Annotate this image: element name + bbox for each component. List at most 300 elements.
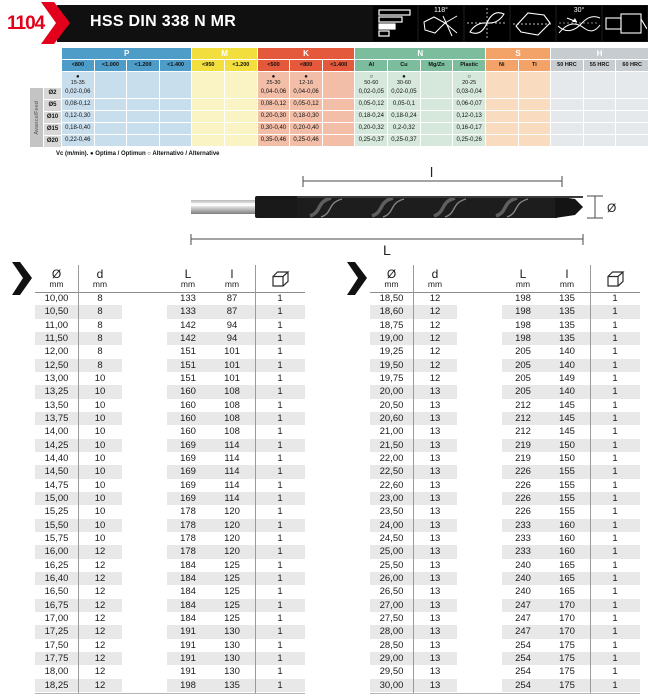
size-cell: 13 (413, 652, 457, 665)
row-spacer (12, 532, 35, 545)
feed-axis-label: Avance/Feed (30, 88, 43, 147)
material-group-label: P (62, 48, 191, 59)
size-cell: 240 (515, 586, 531, 598)
feed-cell (519, 87, 551, 98)
col-header-total-length: L mm (180, 267, 196, 289)
size-cell: 1 (612, 479, 618, 491)
feed-cell (421, 99, 453, 110)
size-row (12, 559, 312, 572)
size-row (347, 679, 647, 692)
feed-cell: 0,03-0,04 (453, 87, 485, 98)
feed-cell: 0,18-0,24 (355, 111, 387, 122)
feed-cell: 0,16-0,17 (453, 123, 485, 134)
feed-cell: 0,25-0,46 (290, 135, 322, 146)
size-cell: 17,75 (35, 652, 78, 665)
feed-row (62, 111, 648, 122)
feed-cell (584, 135, 616, 146)
row-spacer (457, 292, 502, 305)
size-row (12, 479, 312, 492)
feed-cell: 0,12-0,13 (453, 111, 485, 122)
feed-cell: 0,05-0,1 (388, 99, 420, 110)
size-row (347, 452, 647, 465)
size-cell: 130 (224, 666, 240, 678)
size-cell: 130 (224, 639, 240, 651)
size-cell: 233 (502, 519, 544, 532)
size-cell: 1 (590, 412, 640, 425)
size-cell: 1 (277, 506, 283, 518)
row-spacer (12, 479, 35, 492)
size-row (347, 532, 647, 545)
size-cell: 1 (255, 545, 305, 558)
size-cell: 108 (209, 385, 255, 398)
row-spacer (347, 345, 370, 358)
material-subcolumn-label: <1.000 (95, 60, 127, 71)
size-cell: 13 (413, 439, 457, 452)
row-spacer (347, 519, 370, 532)
size-cell: 1 (612, 372, 618, 384)
size-cell: 18,25 (35, 679, 78, 692)
feed-cell (160, 135, 192, 146)
row-spacer (122, 385, 167, 398)
feed-cell: 0,04-0,06 (258, 87, 290, 98)
size-cell: 1 (255, 599, 305, 612)
size-row (347, 372, 647, 385)
size-cell: 226 (502, 465, 544, 478)
row-spacer (122, 399, 167, 412)
vc-cell (519, 72, 551, 87)
vc-cell (388, 72, 420, 87)
row-spacer (12, 439, 35, 452)
size-cell: 10,00 (44, 293, 69, 304)
size-cell: 12 (78, 652, 122, 665)
size-cell: 8 (78, 359, 122, 372)
row-spacer (457, 585, 502, 598)
size-cell: 1 (590, 545, 640, 558)
feed-cell: 0,35-0,46 (258, 135, 290, 146)
size-cell: 101 (224, 346, 240, 358)
row-spacer (12, 639, 35, 652)
size-row (347, 292, 647, 305)
material-subcolumn-label: <1.400 (323, 60, 355, 71)
row-spacer (122, 305, 167, 318)
col-header-shank: d mm (427, 267, 443, 289)
size-cell: 160 (180, 399, 196, 411)
size-cell: 219 (515, 452, 531, 464)
package-box-icon (255, 262, 305, 295)
size-cell: 1 (255, 492, 305, 505)
size-cell: 10 (78, 492, 122, 505)
size-cell: 1 (277, 586, 283, 598)
feed-cell (486, 99, 518, 110)
col-header-total-length: L mm (515, 267, 531, 289)
feed-cell (160, 99, 192, 110)
point-angle-icon: 118° (419, 6, 463, 41)
vc-cell (160, 72, 192, 87)
size-row (12, 292, 312, 305)
size-cell: 12 (78, 599, 122, 612)
size-cell: 16,25 (44, 559, 69, 571)
size-cell: 108 (224, 399, 240, 411)
size-cell: 1 (612, 506, 618, 518)
vc-cell (453, 72, 485, 87)
feed-cell (421, 111, 453, 122)
size-cell: 10 (78, 412, 122, 425)
size-cell: 1 (590, 465, 640, 478)
size-cell: 125 (224, 559, 240, 571)
size-cell: 101 (209, 359, 255, 372)
size-row (12, 345, 312, 358)
feed-cell (519, 135, 551, 146)
size-cell: 26,50 (379, 586, 404, 598)
row-spacer (457, 679, 502, 692)
red-chevron-icon (41, 2, 73, 44)
row-spacer (122, 425, 167, 438)
row-spacer (12, 412, 35, 425)
row-spacer (457, 332, 502, 345)
vc-cell (486, 72, 518, 87)
row-spacer (122, 612, 167, 625)
size-cell: 191 (180, 666, 196, 678)
size-cell: 10 (94, 506, 106, 518)
size-table-right (347, 262, 647, 694)
table-bottom-line (35, 693, 305, 694)
size-row (347, 559, 647, 572)
feed-cell (616, 99, 648, 110)
vc-cell (421, 72, 453, 87)
size-cell: 16,40 (35, 572, 78, 585)
size-cell: 10 (78, 519, 122, 532)
size-cell: 1 (255, 519, 305, 532)
diameter-row-label: Ø5 (44, 100, 61, 111)
size-cell: 160 (180, 426, 196, 438)
vc-range: 25-30 (266, 79, 281, 86)
section-chevron-icon (347, 262, 370, 295)
size-cell: 1 (612, 293, 618, 304)
size-cell: 20,50 (379, 399, 404, 411)
size-cell: 13,00 (44, 372, 69, 384)
feed-cell: 0,20-0,32 (355, 123, 387, 134)
size-cell: 247 (502, 625, 544, 638)
feed-cell (421, 87, 453, 98)
row-spacer (457, 425, 502, 438)
feed-cell (95, 123, 127, 134)
row-spacer (347, 372, 370, 385)
row-spacer (122, 345, 167, 358)
feed-row (62, 135, 648, 146)
size-row (12, 412, 312, 425)
feed-cell (192, 135, 224, 146)
size-cell: 170 (559, 612, 575, 624)
row-spacer (457, 385, 502, 398)
size-cell: 12 (429, 293, 441, 304)
row-spacer (122, 359, 167, 372)
vc-cell (192, 72, 224, 87)
size-cell: 12 (94, 639, 106, 651)
size-cell: 13 (413, 599, 457, 612)
size-row (347, 412, 647, 425)
section-chevron-icon (12, 262, 35, 295)
size-cell: 8 (97, 293, 103, 304)
size-cell: 13 (429, 612, 441, 624)
size-cell: 133 (167, 305, 209, 318)
col-header-flute-length: l mm (224, 267, 240, 289)
size-cell: 198 (515, 293, 531, 304)
size-cell: 17,50 (44, 639, 69, 651)
feed-cell (192, 123, 224, 134)
feed-cell: 0,08-0,12 (62, 99, 94, 110)
size-cell: 205 (515, 372, 531, 384)
size-cell: 184 (180, 612, 196, 624)
size-cell: 125 (224, 586, 240, 598)
size-cell: 10 (78, 465, 122, 478)
size-cell: 233 (502, 545, 544, 558)
size-cell: 175 (559, 639, 575, 651)
row-spacer (12, 612, 35, 625)
size-cell: 1 (612, 666, 618, 678)
size-cell: 191 (167, 625, 209, 638)
feed-cell (486, 87, 518, 98)
size-cell: 20,00 (370, 385, 413, 398)
material-subcolumn-label: <950 (192, 60, 224, 71)
size-cell: 28,50 (379, 639, 404, 651)
optimal-dot-icon: ● (402, 73, 406, 80)
row-spacer (347, 652, 370, 665)
size-cell: 13 (429, 399, 441, 411)
size-cell: 114 (224, 452, 240, 464)
feed-cell: 0,30-0,40 (258, 123, 290, 134)
diameter-row-label: Ø20 (44, 136, 61, 147)
size-cell: 18,75 (379, 319, 404, 331)
feed-cell: 0,06-0,07 (453, 99, 485, 110)
size-row (12, 585, 312, 598)
row-spacer (457, 305, 502, 318)
size-cell: 1 (255, 572, 305, 585)
row-spacer (347, 479, 370, 492)
size-row (347, 652, 647, 665)
row-spacer (347, 305, 370, 318)
size-cell: 254 (502, 652, 544, 665)
size-row (12, 599, 312, 612)
row-spacer (12, 292, 35, 305)
size-row (12, 332, 312, 345)
feed-cell (225, 123, 257, 134)
size-cell: 12 (94, 666, 106, 678)
size-cell: 10 (78, 385, 122, 398)
size-cell: 1 (255, 465, 305, 478)
size-row (347, 465, 647, 478)
size-rows (347, 292, 647, 692)
size-cell: 160 (167, 412, 209, 425)
row-spacer (347, 465, 370, 478)
size-cell: 12,00 (44, 346, 69, 358)
feed-cell: 0,25-0,26 (453, 135, 485, 146)
size-cell: 13 (429, 532, 441, 544)
size-cell: 178 (180, 506, 196, 518)
size-cell: 14,00 (44, 426, 69, 438)
size-cell: 19,00 (370, 332, 413, 345)
size-cell: 15,50 (35, 519, 78, 532)
size-cell: 120 (209, 519, 255, 532)
size-cell: 205 (502, 359, 544, 372)
row-spacer (457, 532, 502, 545)
col-header-shank: d mm (92, 267, 108, 289)
row-spacer (12, 399, 35, 412)
vc-cell (616, 72, 648, 87)
size-cell: 151 (180, 346, 196, 358)
size-cell: 1 (590, 652, 640, 665)
size-cell: 254 (515, 666, 531, 678)
size-cell: 27,00 (370, 599, 413, 612)
size-cell: 145 (544, 412, 590, 425)
size-cell: 12 (94, 559, 106, 571)
row-spacer (347, 385, 370, 398)
size-cell: 10 (94, 532, 106, 544)
feed-cell (551, 87, 583, 98)
size-cell: 135 (544, 332, 590, 345)
size-cell: 87 (209, 305, 255, 318)
row-spacer (347, 492, 370, 505)
size-cell: 12 (413, 305, 457, 318)
size-table-left (12, 262, 312, 694)
size-cell: 198 (502, 305, 544, 318)
size-cell: 145 (559, 399, 575, 411)
size-cell: 8 (78, 305, 122, 318)
size-cell: 12 (78, 545, 122, 558)
feed-cell (95, 87, 127, 98)
row-spacer (457, 625, 502, 638)
row-spacer (122, 679, 167, 692)
size-row (347, 305, 647, 318)
page-code: 1104 (7, 13, 45, 34)
size-row (347, 319, 647, 332)
row-spacer (347, 625, 370, 638)
size-cell: 16,50 (44, 586, 69, 598)
row-spacer (12, 519, 35, 532)
size-cell: 101 (224, 372, 240, 384)
feed-cell: 0,22-0,46 (62, 135, 94, 146)
col-gap (122, 262, 167, 295)
size-cell: 12 (78, 572, 122, 585)
size-cell: 155 (544, 465, 590, 478)
feed-cell (584, 111, 616, 122)
row-spacer (457, 519, 502, 532)
row-spacer (457, 479, 502, 492)
feed-cell: 0,25-0,37 (388, 135, 420, 146)
feed-cell (616, 123, 648, 134)
size-cell: 1 (612, 426, 618, 438)
row-spacer (12, 385, 35, 398)
size-cell: 13 (413, 385, 457, 398)
feed-cell (421, 123, 453, 134)
row-spacer (457, 559, 502, 572)
size-cell: 212 (515, 426, 531, 438)
size-cell: 13 (413, 625, 457, 638)
size-cell: 1 (612, 399, 618, 411)
size-cell: 140 (559, 346, 575, 358)
row-spacer (122, 479, 167, 492)
flute-length-label: l (430, 166, 434, 180)
size-cell: 14,40 (44, 452, 69, 464)
feed-data-rows (62, 87, 648, 146)
size-cell: 1 (277, 293, 283, 304)
size-row (12, 625, 312, 638)
row-spacer (347, 439, 370, 452)
size-cell: 21,00 (379, 426, 404, 438)
material-group-header-row (62, 48, 648, 59)
size-cell: 1 (255, 439, 305, 452)
size-cell: 15,25 (44, 506, 69, 518)
size-cell: 1 (277, 426, 283, 438)
size-cell: 10 (94, 372, 106, 384)
feed-cell (192, 87, 224, 98)
size-cell: 1 (277, 346, 283, 358)
feed-cell (486, 135, 518, 146)
size-cell: 30,00 (370, 679, 413, 692)
size-cell: 19,50 (370, 359, 413, 372)
size-cell: 1 (590, 599, 640, 612)
row-spacer (457, 652, 502, 665)
size-cell: 10 (94, 452, 106, 464)
size-cell: 26,00 (370, 572, 413, 585)
row-spacer (347, 399, 370, 412)
row-spacer (12, 452, 35, 465)
size-cell: 14,50 (35, 465, 78, 478)
alternative-dot-icon: ○ (467, 73, 471, 80)
row-spacer (347, 332, 370, 345)
size-cell: 16,75 (35, 599, 78, 612)
material-subcolumn-label: 50 HRC (551, 60, 583, 71)
size-row (12, 452, 312, 465)
row-spacer (12, 359, 35, 372)
size-cell: 1 (255, 625, 305, 638)
feed-cell (323, 123, 355, 134)
row-spacer (347, 319, 370, 332)
row-spacer (457, 345, 502, 358)
size-row (12, 425, 312, 438)
size-row (12, 492, 312, 505)
size-cell: 22,60 (379, 479, 404, 491)
row-spacer (122, 492, 167, 505)
size-row (347, 639, 647, 652)
size-row (12, 465, 312, 478)
row-spacer (122, 465, 167, 478)
size-cell: 15,00 (35, 492, 78, 505)
row-spacer (457, 372, 502, 385)
size-cell: 191 (180, 639, 196, 651)
feed-cell (551, 123, 583, 134)
size-cell: 94 (226, 319, 238, 331)
row-spacer (347, 452, 370, 465)
row-spacer (122, 292, 167, 305)
size-cell: 1 (277, 452, 283, 464)
row-spacer (457, 572, 502, 585)
size-row (347, 585, 647, 598)
flute-profile-icon (465, 6, 509, 41)
row-spacer (122, 572, 167, 585)
feed-cell (551, 99, 583, 110)
size-cell: 1 (590, 625, 640, 638)
vc-range: 20-25 (462, 79, 477, 86)
size-row (347, 425, 647, 438)
size-cell: 8 (78, 332, 122, 345)
size-cell: 1 (590, 572, 640, 585)
size-row (12, 305, 312, 318)
feed-cell: 0,04-0,06 (290, 87, 322, 98)
size-cell: 1 (255, 652, 305, 665)
feed-cell (160, 123, 192, 134)
size-cell: 120 (224, 506, 240, 518)
diameter-label: Ø (607, 201, 617, 215)
